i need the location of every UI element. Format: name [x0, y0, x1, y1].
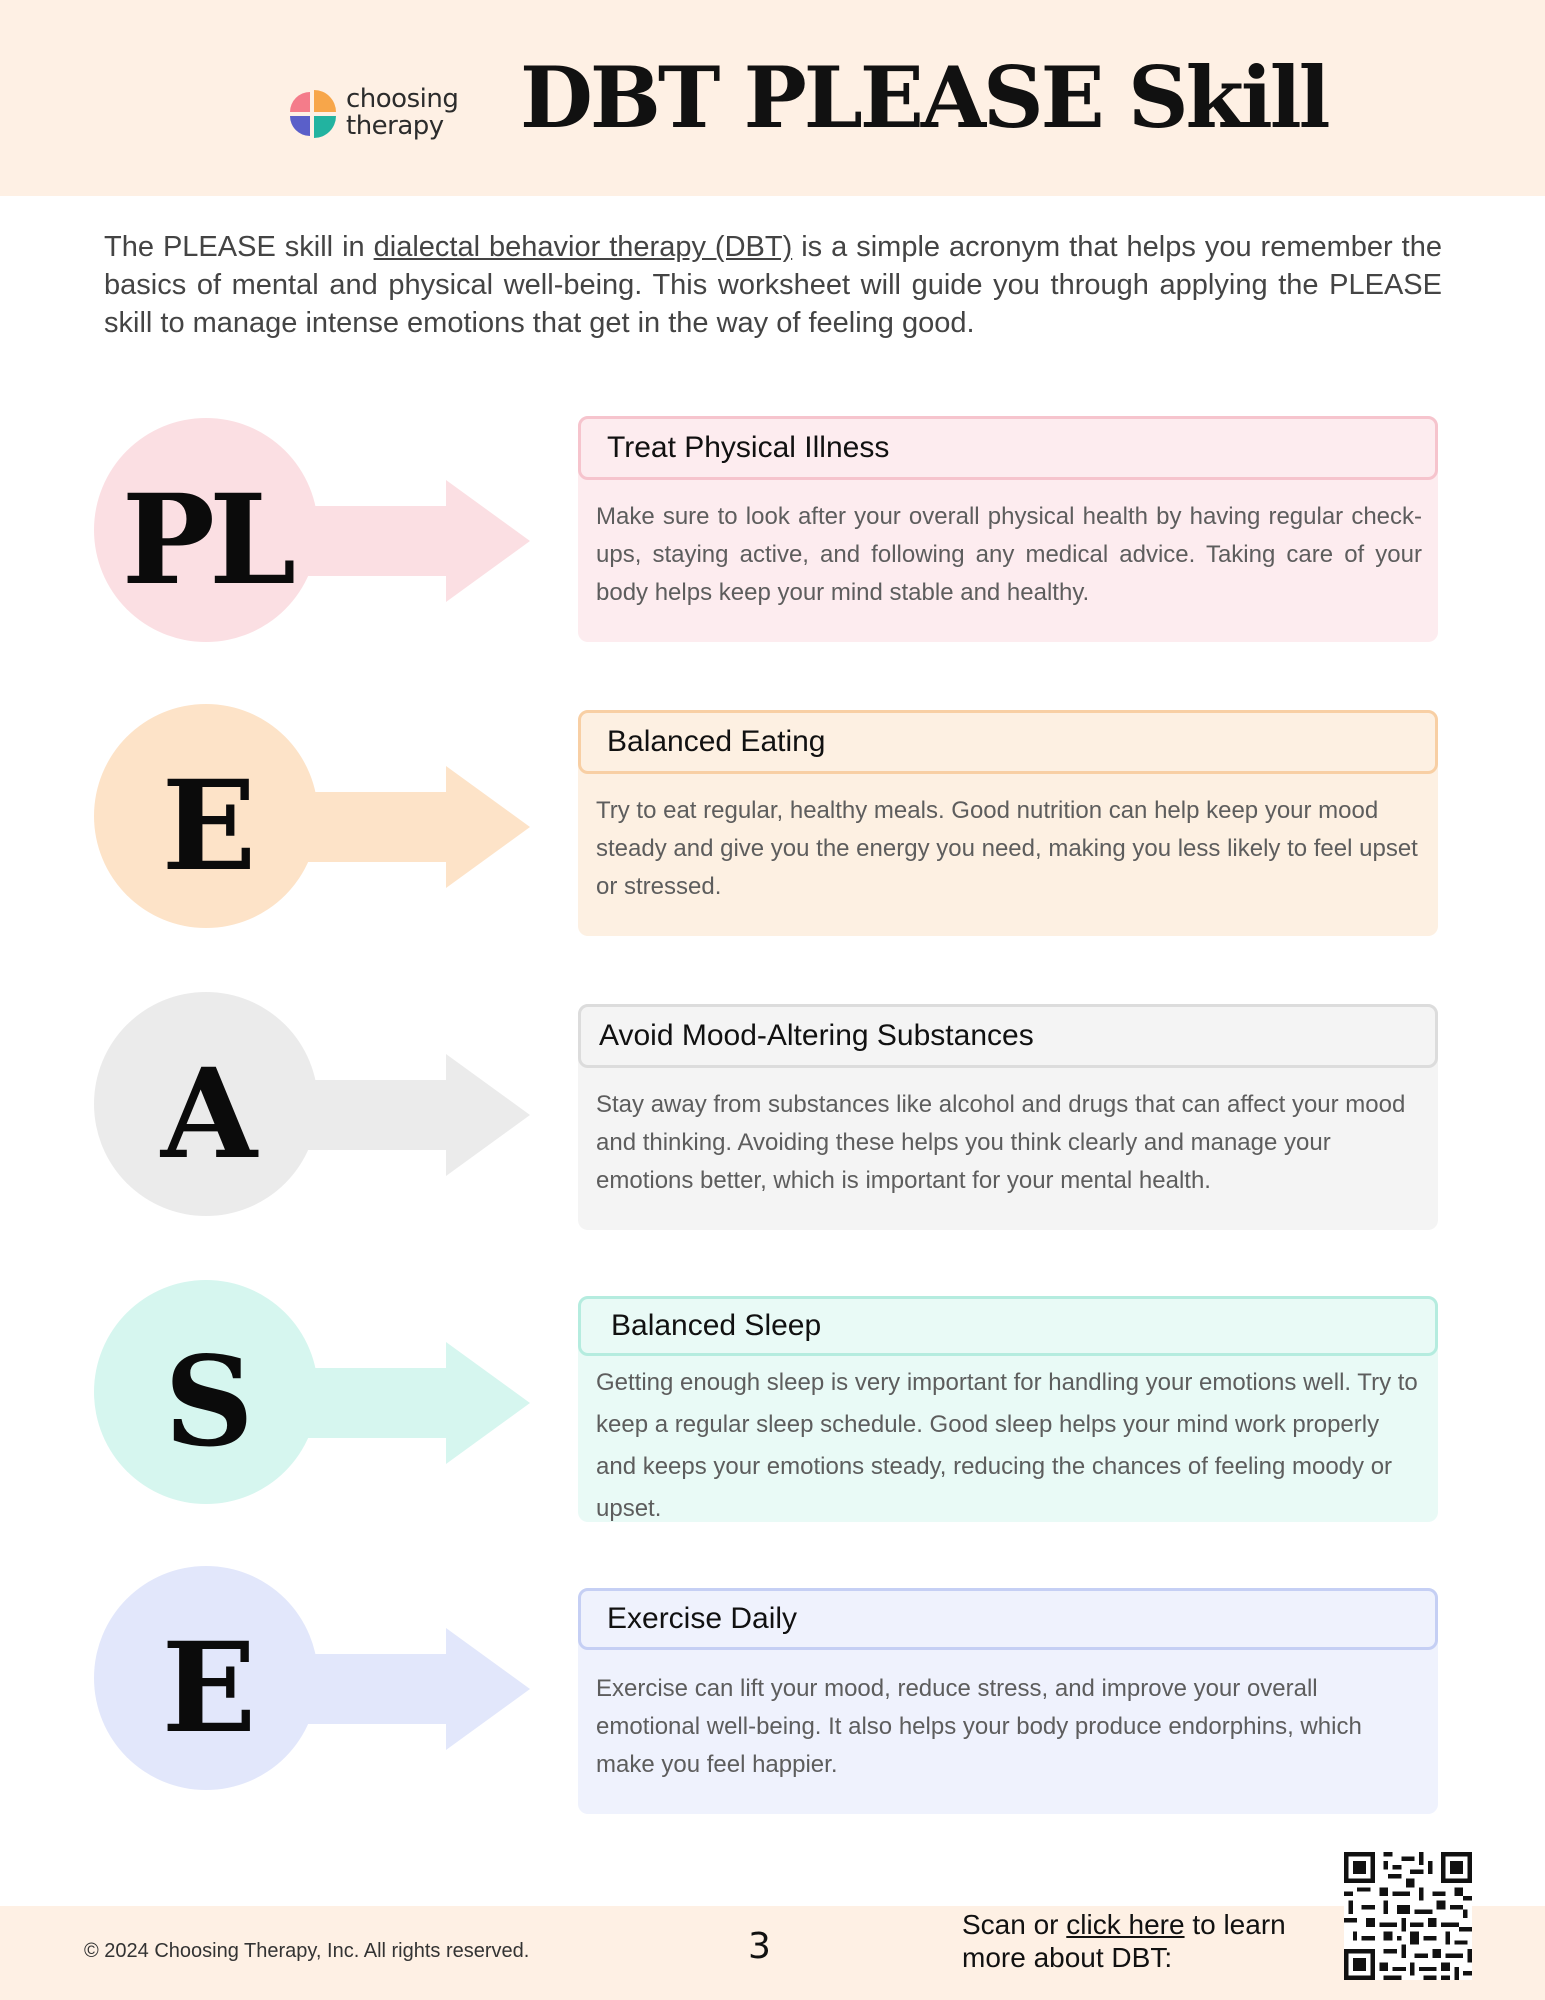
logo-line-1: choosing — [346, 84, 459, 114]
card-heading: Balanced Sleep — [578, 1296, 1438, 1356]
page-title: DBT PLEASE Skill — [520, 48, 1328, 147]
choosing-therapy-logo[interactable] — [286, 86, 466, 146]
card-heading: Treat Physical Illness — [578, 416, 1438, 480]
logo-mark-icon — [286, 88, 338, 140]
qr-code-icon[interactable] — [1344, 1852, 1472, 1980]
please-letter: S — [164, 1329, 248, 1475]
card-body: Stay away from substances like alcohol and drugs that can affect your mood and thinking. Avoiding these helps you think clearly and manage your emotions better, which is important for your mental health. — [596, 1091, 1406, 1194]
please-letter: E — [161, 753, 251, 899]
intro-text-before: The PLEASE skill in — [104, 231, 374, 263]
please-letter: E — [161, 1615, 251, 1761]
please-card-exercise-daily — [578, 1588, 1438, 1814]
card-body: Exercise can lift your mood, reduce stress, and improve your overall emotional well-being. It also helps your body produce endorphins, which make you feel happier. — [596, 1675, 1362, 1778]
page-header — [0, 0, 1545, 196]
card-body: Try to eat regular, healthy meals. Good nutrition can help keep your mood steady and give you the energy you need, making you less likely to feel upset or stressed. — [596, 797, 1418, 900]
logo-line-2: therapy — [346, 111, 444, 141]
scan-callout — [962, 1908, 1292, 1974]
intro-text-after: is a simple acronym that helps you remember the basics of mental and physical well-being. This worksheet will guide you through applying the PLEASE skill to manage intense emotions that get in the way of feeling good. — [104, 231, 1442, 339]
card-heading: Avoid Mood-Altering Substances — [578, 1004, 1438, 1068]
scan-text-after: to learn more about DBT: — [962, 1909, 1286, 1973]
card-heading: Exercise Daily — [578, 1588, 1438, 1650]
page-number: 3 — [748, 1926, 771, 1967]
click-here-link[interactable]: click here — [1066, 1909, 1185, 1940]
please-card-physical-illness — [578, 416, 1438, 642]
please-card-balanced-sleep — [578, 1296, 1438, 1522]
please-card-avoid-substances — [578, 1004, 1438, 1230]
logo-wordmark — [346, 86, 458, 140]
please-letter: PL — [121, 467, 291, 613]
card-heading: Balanced Eating — [578, 710, 1438, 774]
please-card-balanced-eating — [578, 710, 1438, 936]
copyright-text: © 2024 Choosing Therapy, Inc. All rights reserved. — [84, 1940, 530, 1962]
card-body: Make sure to look after your overall physical health by having regular check-ups, staying active, and following any medical advice. Taking care of your body helps keep your mind stable and healthy. — [596, 503, 1422, 606]
scan-text-before: Scan or — [962, 1909, 1067, 1940]
dbt-link[interactable]: dialectal behavior therapy (DBT) — [373, 231, 793, 263]
please-letter: A — [160, 1041, 252, 1187]
card-body: Getting enough sleep is very important for handling your emotions well. Try to keep a regular sleep schedule. Good sleep helps your mind work properly and keeps your emotions steady, reducing the chances of feeling moody or upset. — [596, 1369, 1418, 1522]
intro-paragraph — [104, 228, 1442, 342]
